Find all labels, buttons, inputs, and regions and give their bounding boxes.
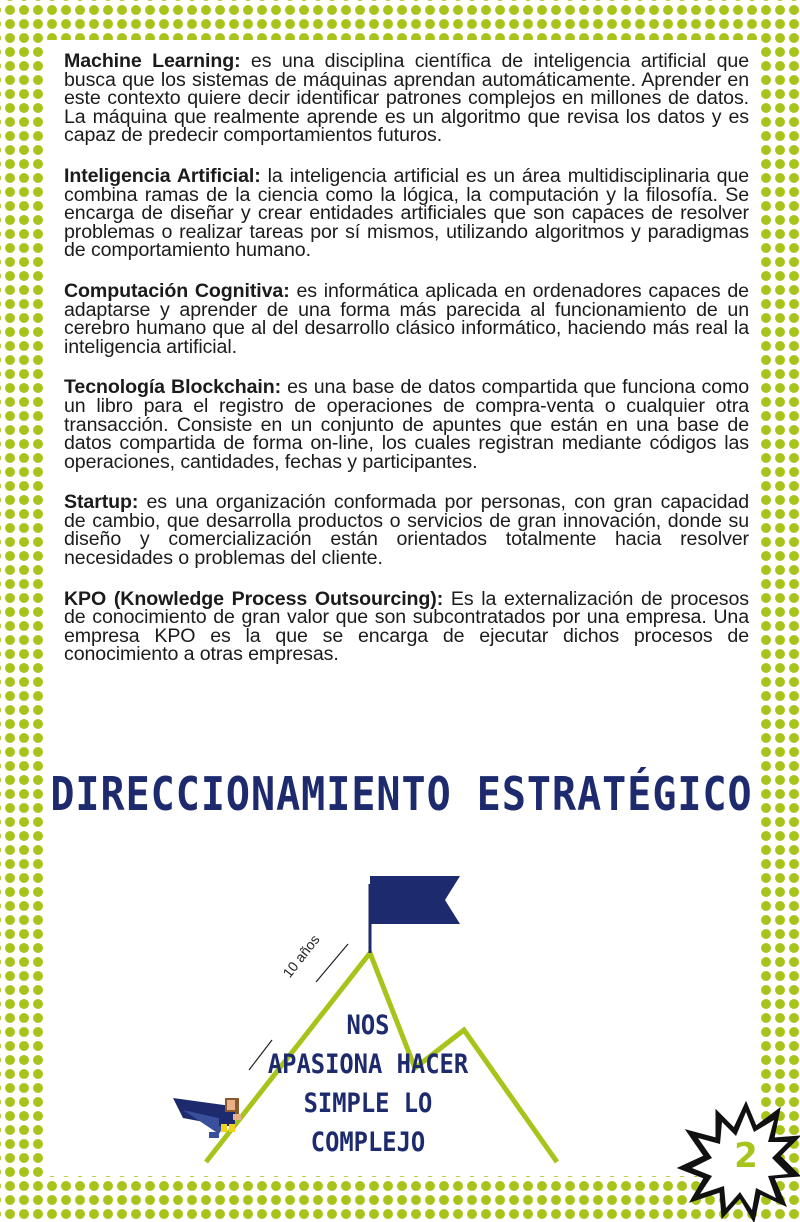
motto-line-1: NOS bbox=[346, 1010, 390, 1041]
path-line-upper bbox=[316, 944, 348, 982]
glossary-definition: es una disciplina científica de inteligencia artificial que busca que los sistemas de máquinas aprendan automáticamente. Aprender en este contexto quiere decir identificar patrones complejos en millones de datos. La máquina que realmente aprende es un algoritmo que revisa los datos y es capaz de predecir comportamientos futuros. bbox=[64, 50, 749, 147]
flag-label bbox=[365, 836, 461, 872]
motto-line-2: APASIONA HACER bbox=[267, 1049, 469, 1080]
flag-icon bbox=[370, 876, 460, 924]
section-title: DIRECCIONAMIENTO ESTRATÉGICO bbox=[50, 768, 753, 822]
glossary-entry-blockchain bbox=[64, 378, 749, 471]
glossary-term: KPO (Knowledge Process Outsourcing): bbox=[64, 587, 444, 610]
flag-line-2: 10K bbox=[399, 854, 427, 872]
glossary-entry-machine-learning bbox=[64, 52, 749, 145]
glossary-term: Tecnología Blockchain: bbox=[64, 376, 282, 399]
glossary-entry-kpo bbox=[64, 587, 749, 666]
motto bbox=[254, 1006, 483, 1162]
glossary-definition: Es la externalización de procesos de conocimiento de gran valor que son subcontratados por una empresa. Una empresa KPO es la que se encarga de ejecutar dichos procesos de conocimiento a otras empresas. bbox=[64, 587, 749, 666]
content-panel bbox=[43, 40, 760, 1176]
glossary-definition: es informática aplicada en ordenadores capaces de adaptarse y aprender de una forma más parecida al funcionamiento de un cerebro humano que al del desarrollo clásico informático, haciendo más real la inteligencia artificial. bbox=[64, 279, 749, 358]
glossary-term: Startup: bbox=[64, 491, 139, 514]
flag-line-1: META IQ: bbox=[376, 836, 450, 854]
motto-line-3: SIMPLE LO COMPLEJO bbox=[303, 1088, 433, 1158]
glossary-entry-computacion-cognitiva bbox=[64, 279, 749, 358]
glossary-entry-startup bbox=[64, 491, 749, 570]
superhero-climber-icon bbox=[173, 1098, 241, 1138]
glossary-definition: es una organización conformada por personas, con gran capacidad de cambio, que desarrolla productos o servicios de gran innovación, donde su diseño y comercialización están orientados totalmente hacia resolver necesidades o problemas del cliente. bbox=[64, 491, 749, 570]
glossary-term: Machine Learning: bbox=[64, 50, 241, 72]
glossary-term: Computación Cognitiva: bbox=[64, 279, 290, 302]
page-number: 2 bbox=[734, 1136, 758, 1176]
path-label: 10 años bbox=[279, 931, 323, 981]
glossary-definition: la inteligencia artificial es un área multidisciplinaria que combina ramas de la ciencia como la lógica, la computación y la filosofía. Se encarga de diseñar y crear entidades artificiales que son capaces de resolver problemas o realizar tareas por sí mismos, utilizando algoritmos y paradigmas de comportamiento humano. bbox=[64, 164, 750, 262]
glossary-definition: es una base de datos compartida que funciona como un libro para el registro de operaciones de compra-venta o cualquier otra transacción. Consiste en un conjunto de apuntes que están en una base de datos compartida de forma on-line, los cuales registran mediante códigos las operaciones, cantidades, fechas y participantes. bbox=[64, 376, 749, 473]
glossary bbox=[64, 52, 749, 686]
glossary-term: Inteligencia Artificial: bbox=[64, 164, 261, 187]
glossary-entry-inteligencia-artificial bbox=[64, 164, 750, 262]
